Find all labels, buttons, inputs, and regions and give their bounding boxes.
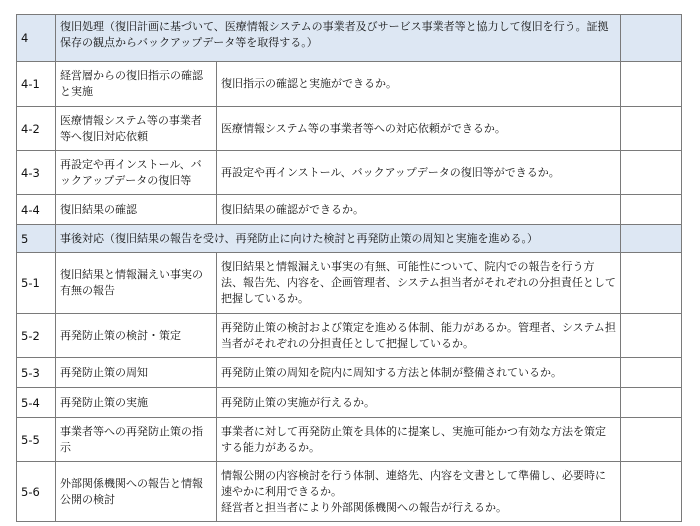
check-cell bbox=[621, 462, 682, 521]
item-title: 再設定や再インストール、バックアップデータの復旧等 bbox=[56, 151, 217, 194]
check-cell bbox=[621, 388, 682, 417]
check-cell bbox=[621, 358, 682, 387]
check-cell bbox=[621, 107, 682, 150]
check-content: 復旧結果と情報漏えい事実の有無、可能性について、院内での報告を行う方法、報告先、内容を、企画管理者、システム担当者がそれぞれの分担責任として把握しているか。 bbox=[217, 253, 621, 313]
check-cell bbox=[621, 253, 682, 313]
item-number: 5-2 bbox=[17, 314, 56, 357]
check-cell bbox=[621, 62, 682, 106]
table-row bbox=[17, 195, 682, 225]
item-title: 復旧結果と情報漏えい事実の有無の報告 bbox=[56, 253, 217, 313]
item-title: 事業者等への再発防止策の指示 bbox=[56, 418, 217, 461]
check-content: 事業者に対して再発防止策を具体的に提案し、実施可能かつ有効な方法を策定する能力があるか。 bbox=[217, 418, 621, 461]
check-content: 再発防止策の実施が行えるか。 bbox=[217, 388, 621, 417]
section-number: 4 bbox=[17, 15, 56, 61]
item-number: 5-5 bbox=[17, 418, 56, 461]
table-row bbox=[17, 107, 682, 151]
item-number: 4-3 bbox=[17, 151, 56, 194]
check-content: 再設定や再インストール、バックアップデータの復旧等ができるか。 bbox=[217, 151, 621, 194]
check-content: 復旧結果の確認ができるか。 bbox=[217, 195, 621, 224]
item-title: 医療情報システム等の事業者等へ復旧対応依頼 bbox=[56, 107, 217, 150]
item-number: 5-4 bbox=[17, 388, 56, 417]
item-title: 再発防止策の実施 bbox=[56, 388, 217, 417]
item-number: 5-1 bbox=[17, 253, 56, 313]
item-number: 5-6 bbox=[17, 462, 56, 521]
item-title: 再発防止策の周知 bbox=[56, 358, 217, 387]
section-row bbox=[17, 225, 682, 253]
check-cell bbox=[621, 151, 682, 194]
section-row bbox=[17, 15, 682, 62]
item-title: 経営層からの復旧指示の確認と実施 bbox=[56, 62, 217, 106]
check-cell bbox=[621, 314, 682, 357]
table-row bbox=[17, 253, 682, 314]
section-title: 事後対応（復旧結果の報告を受け、再発防止に向けた検討と再発防止策の周知と実施を進める。） bbox=[56, 225, 621, 252]
check-cell bbox=[621, 195, 682, 224]
check-content: 情報公開の内容検討を行う体制、連絡先、内容を文書として準備し、必要時に速やかに利用できるか。 経営者と担当者により外部関係機関への報告が行えるか。 bbox=[217, 462, 621, 521]
item-number: 5-3 bbox=[17, 358, 56, 387]
check-content: 再発防止策の検討および策定を進める体制、能力があるか。管理者、システム担当者がそれぞれの分担責任として把握しているか。 bbox=[217, 314, 621, 357]
table-row bbox=[17, 388, 682, 418]
section-number: 5 bbox=[17, 225, 56, 252]
table-row bbox=[17, 462, 682, 522]
item-title: 復旧結果の確認 bbox=[56, 195, 217, 224]
table-row bbox=[17, 358, 682, 388]
table-row bbox=[17, 62, 682, 107]
check-cell bbox=[621, 15, 682, 61]
check-cell bbox=[621, 225, 682, 252]
table-row bbox=[17, 314, 682, 358]
check-content: 再発防止策の周知を院内に周知する方法と体制が整備されているか。 bbox=[217, 358, 621, 387]
checklist-table bbox=[16, 14, 682, 522]
item-number: 4-4 bbox=[17, 195, 56, 224]
check-cell bbox=[621, 418, 682, 461]
item-title: 再発防止策の検討・策定 bbox=[56, 314, 217, 357]
check-content: 医療情報システム等の事業者等への対応依頼ができるか。 bbox=[217, 107, 621, 150]
table-row bbox=[17, 418, 682, 462]
table-row bbox=[17, 151, 682, 195]
check-content: 復旧指示の確認と実施ができるか。 bbox=[217, 62, 621, 106]
item-number: 4-2 bbox=[17, 107, 56, 150]
item-title: 外部関係機関への報告と情報公開の検討 bbox=[56, 462, 217, 521]
section-title: 復旧処理（復旧計画に基づいて、医療情報システムの事業者及びサービス事業者等と協力して復旧を行う。証拠保存の観点からバックアップデータ等を取得する。） bbox=[56, 15, 621, 61]
item-number: 4-1 bbox=[17, 62, 56, 106]
